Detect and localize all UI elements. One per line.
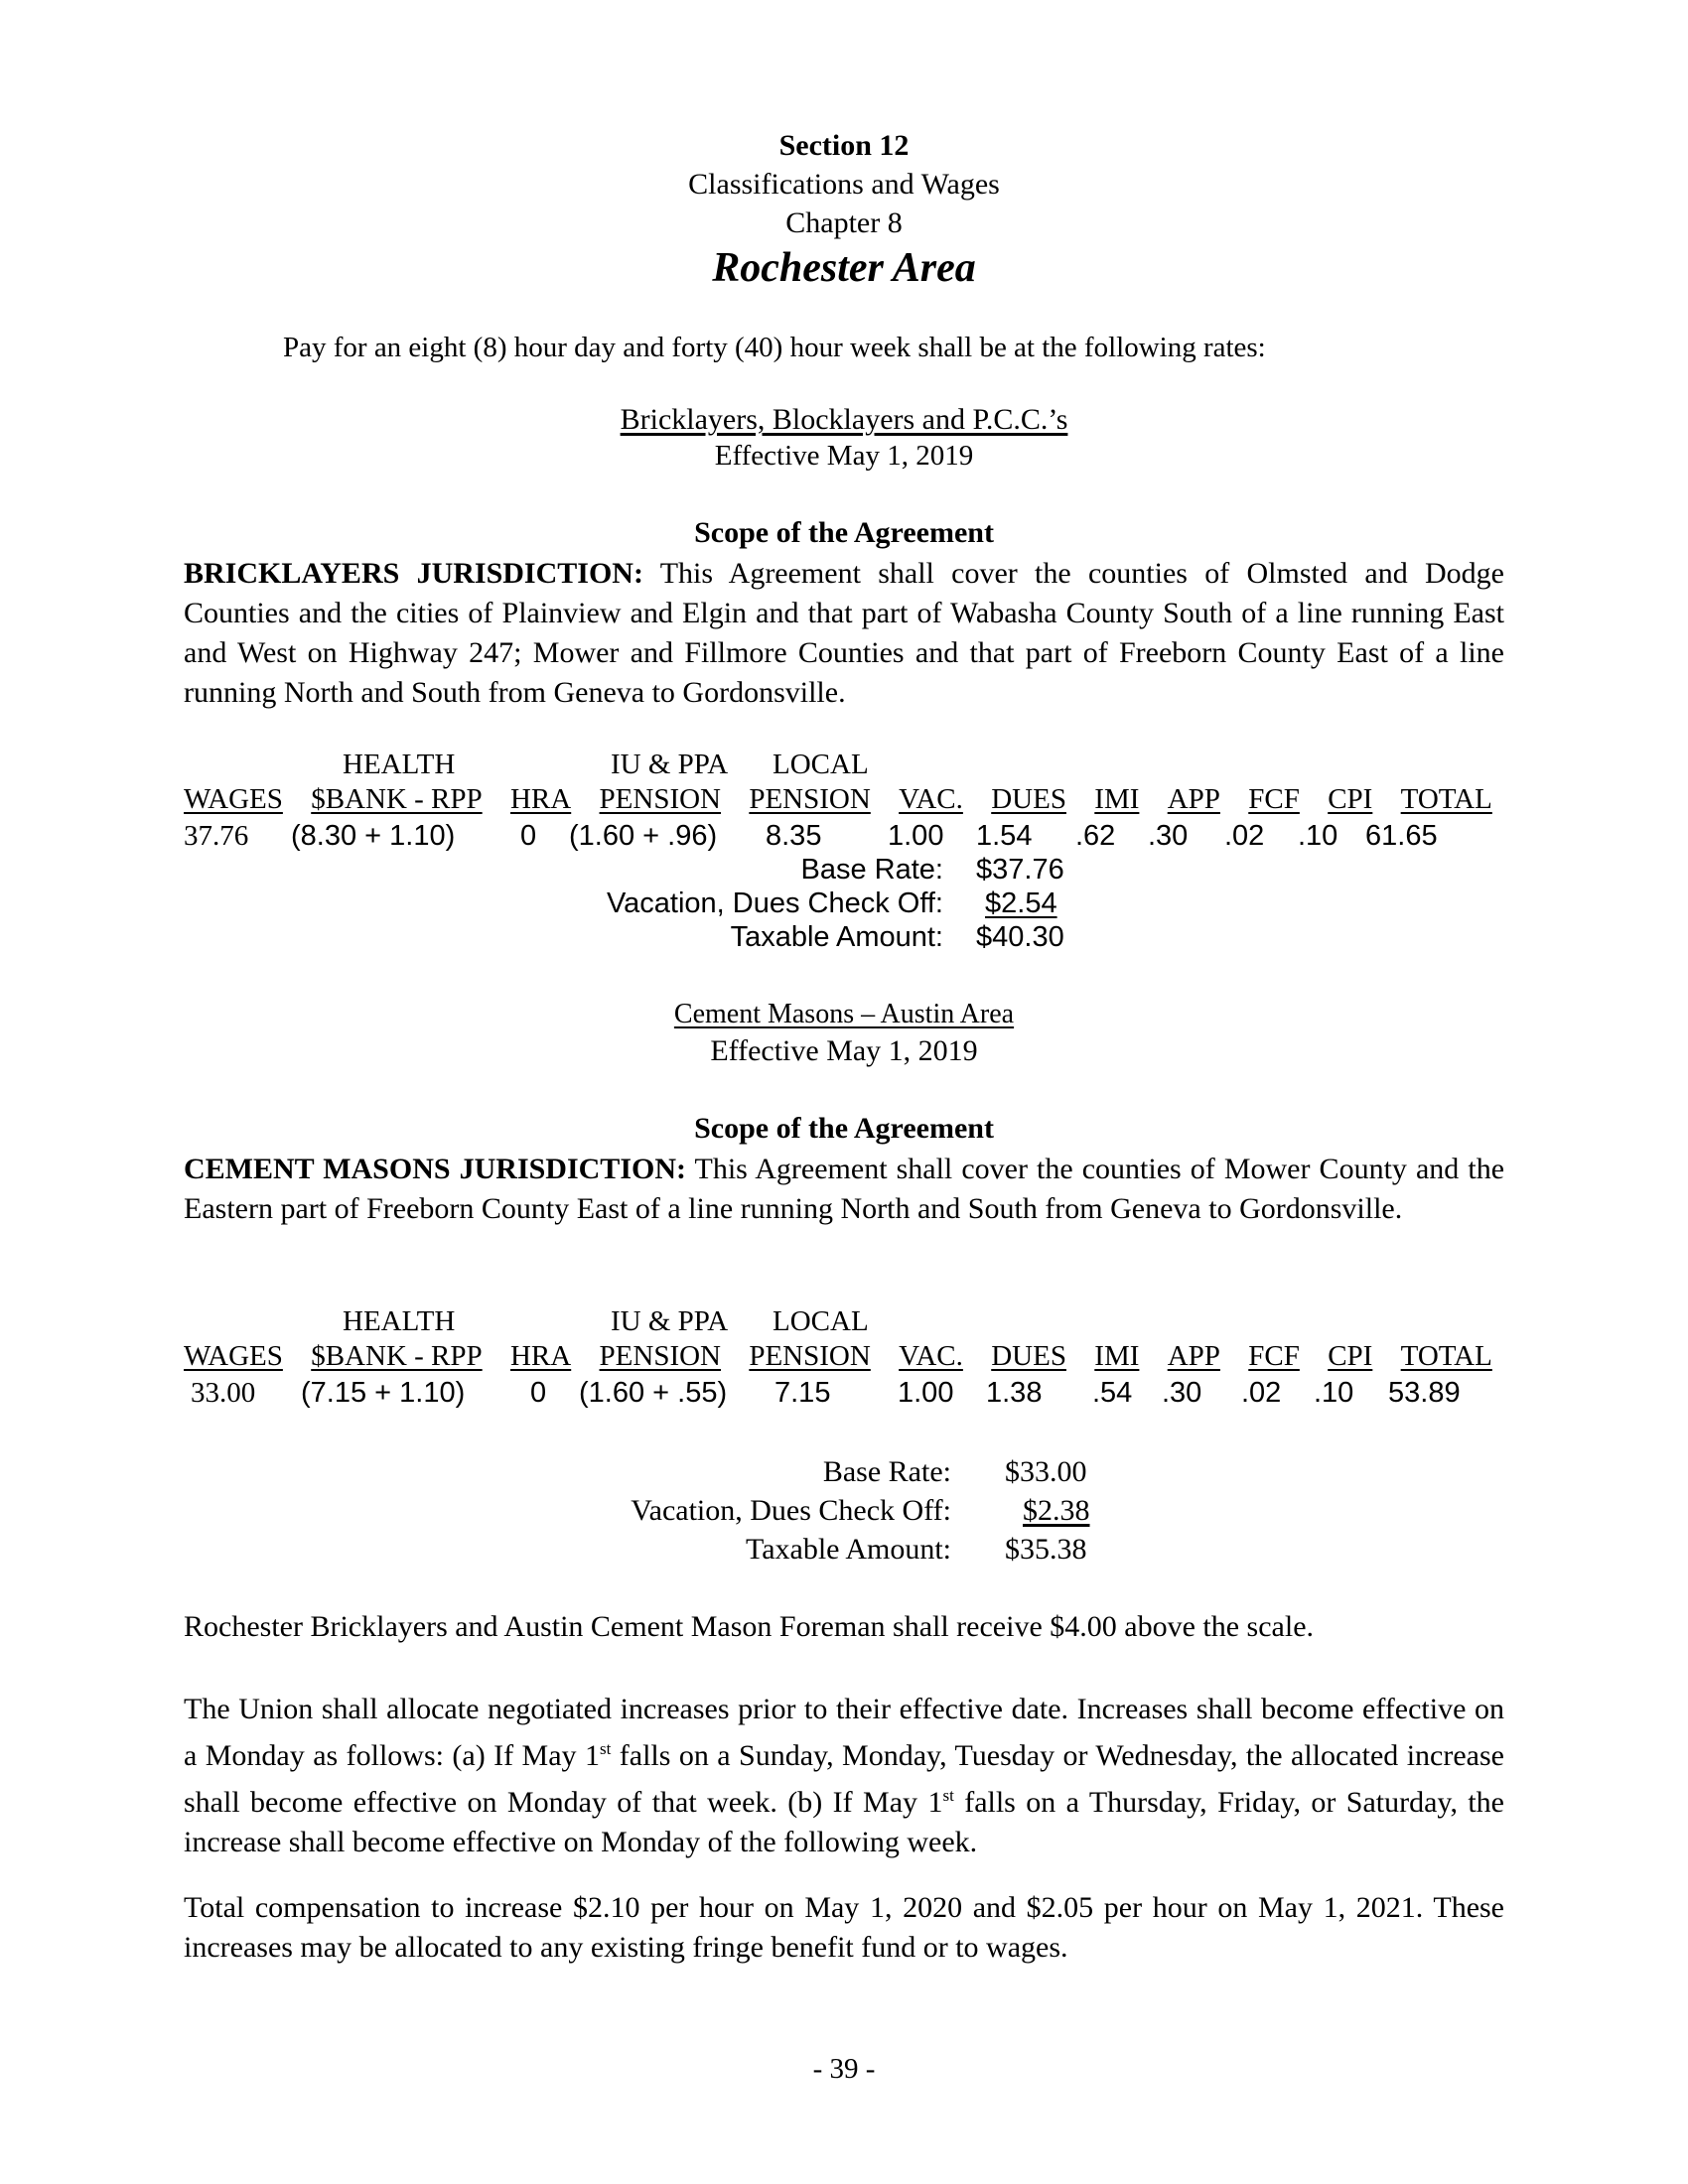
bl-header-dues: DUES	[991, 783, 1066, 815]
allocation-sup1: st	[599, 1739, 612, 1758]
cm-taxable-label: Taxable Amount:	[745, 1533, 951, 1566]
total-compensation-text: Total compensation to increase $2.10 per hour on May 1, 2020 and $2.05 per hour on May 1, 2021. These increases may be allocated to any existing fringe benefit fund or to wages.	[184, 1891, 1504, 1964]
allocation-part2: falls on a Sunday, Monday, Tuesday or Wednesday, the allocated increase shall become effective on Monday of that week. (b) If May 1	[184, 1739, 1504, 1819]
cm-value-imi: .54	[1092, 1377, 1133, 1409]
cm-vacation-label: Vacation, Dues Check Off:	[631, 1494, 951, 1527]
cm-top-header-health: HEALTH	[343, 1305, 456, 1337]
cm-taxable-value: $35.38	[1005, 1533, 1087, 1566]
cm-value-dues: 1.38	[986, 1377, 1043, 1409]
bl-value-imi: .62	[1075, 820, 1116, 852]
cm-header-local-pension: PENSION	[749, 1340, 871, 1372]
page-number: - 39 -	[812, 2053, 876, 2085]
bl-top-header-iu: IU & PPA	[611, 749, 729, 780]
bl-vacation-label: Vacation, Dues Check Off:	[606, 887, 943, 919]
bl-value-cpi: .10	[1298, 820, 1338, 852]
bricklayers-jurisdiction-text: This Agreement shall cover the counties of Olmsted and Dodge Counties and the cities of Plainview and Elgin and that part of Wabasha County South of a line running East and West on Highway 247; Mower and Fillmore Counties and that part of Freeborn County East of a line running North and South from Geneva to Gordonsville.	[184, 557, 1504, 709]
cm-base-rate-value: $33.00	[1005, 1455, 1087, 1488]
bl-header-imi: IMI	[1094, 783, 1140, 815]
bl-taxable-label: Taxable Amount:	[730, 921, 943, 953]
bl-taxable-value: $40.30	[976, 921, 1064, 953]
bl-header-hra: HRA	[509, 783, 572, 815]
cm-value-hra: 0	[530, 1377, 547, 1409]
foreman-text: Rochester Bricklayers and Austin Cement Mason Foreman shall receive $4.00 above the scale.	[184, 1610, 1315, 1643]
cement-jurisdiction	[184, 1150, 1504, 1229]
bricklayers-jurisdiction-label: BRICKLAYERS JURISDICTION:	[184, 557, 643, 590]
cm-value-local-pension: 7.15	[774, 1377, 831, 1409]
bl-header-vac: VAC.	[899, 783, 963, 815]
cm-header-cpi: CPI	[1328, 1340, 1373, 1372]
cm-value-vac: 1.00	[898, 1377, 954, 1409]
cement-title: Cement Masons – Austin Area	[673, 999, 1015, 1029]
cm-header-vac: VAC.	[899, 1340, 963, 1372]
allocation-sup2: st	[942, 1786, 954, 1805]
cm-header-bank: $BANK - RPP	[311, 1340, 483, 1372]
bl-top-header-local: LOCAL	[773, 749, 869, 780]
cm-header-fcf: FCF	[1248, 1340, 1300, 1372]
bricklayers-title: Bricklayers, Blocklayers and P.C.C.’s	[620, 403, 1068, 436]
bl-value-vac: 1.00	[888, 820, 944, 852]
cm-value-bank: (7.15 + 1.10)	[301, 1377, 466, 1409]
cm-value-wages: 33.00	[191, 1377, 256, 1409]
cm-header-hra: HRA	[509, 1340, 572, 1372]
cm-header-wages: WAGES	[184, 1340, 283, 1372]
area-title: Rochester Area	[712, 245, 976, 291]
cm-header-app: APP	[1167, 1340, 1220, 1372]
section-number: Section 12	[778, 129, 910, 162]
bl-vacation-value: $2.54	[985, 887, 1057, 919]
cm-value-total: 53.89	[1388, 1377, 1461, 1409]
cement-scope-heading: Scope of the Agreement	[694, 1112, 994, 1145]
bricklayers-scope-heading: Scope of the Agreement	[694, 516, 994, 549]
section-title: Classifications and Wages	[688, 168, 1000, 201]
bl-value-total: 61.65	[1365, 820, 1438, 852]
chapter-label: Chapter 8	[785, 206, 903, 239]
allocation-part1: The Union shall allocate negotiated increases prior to their effective date. Increases shall become effective on a Monday as follows: (a) If May 1	[184, 1693, 1504, 1772]
cm-value-app: .30	[1162, 1377, 1202, 1409]
allocation-part3: falls on a Thursday, Friday, or Saturday, the increase shall become effective on Monday of the following week.	[184, 1786, 1504, 1858]
cm-base-rate-label: Base Rate:	[822, 1455, 951, 1488]
bl-header-total: TOTAL	[1400, 783, 1492, 815]
bl-header-iu-pension: PENSION	[599, 783, 722, 815]
bricklayers-jurisdiction	[184, 554, 1504, 713]
allocation-paragraph	[184, 1690, 1504, 1862]
intro-text: Pay for an eight (8) hour day and forty (40) hour week shall be at the following rates:	[283, 332, 1266, 363]
bl-value-fcf: .02	[1224, 820, 1265, 852]
bl-header-local-pension: PENSION	[749, 783, 871, 815]
cm-header-row	[184, 1340, 1492, 1373]
bl-header-bank: $BANK - RPP	[311, 783, 483, 815]
bl-base-rate-label: Base Rate:	[800, 854, 943, 886]
bl-header-fcf: FCF	[1248, 783, 1300, 815]
cm-value-cpi: .10	[1314, 1377, 1354, 1409]
bl-value-local-pension: 8.35	[766, 820, 822, 852]
cement-effective: Effective May 1, 2019	[710, 1034, 978, 1067]
bl-value-app: .30	[1148, 820, 1189, 852]
cement-jurisdiction-text: This Agreement shall cover the counties of Mower County and the Eastern part of Freeborn County East of a line running North and South from Geneva to Gordonsville.	[184, 1153, 1505, 1225]
bl-value-dues: 1.54	[976, 820, 1033, 852]
bricklayers-effective: Effective May 1, 2019	[714, 440, 974, 472]
bl-base-rate-value: $37.76	[976, 854, 1064, 886]
bl-value-iu-pension: (1.60 + .96)	[569, 820, 718, 852]
cm-value-fcf: .02	[1241, 1377, 1282, 1409]
cm-header-iu-pension: PENSION	[599, 1340, 722, 1372]
cm-top-header-local: LOCAL	[773, 1305, 869, 1337]
cm-header-imi: IMI	[1094, 1340, 1140, 1372]
cm-value-iu-pension: (1.60 + .55)	[579, 1377, 728, 1409]
bl-value-hra: 0	[520, 820, 537, 852]
bl-value-bank: (8.30 + 1.10)	[291, 820, 456, 852]
cm-vacation-value: $2.38	[1023, 1494, 1090, 1527]
bl-header-cpi: CPI	[1328, 783, 1373, 815]
cm-header-total: TOTAL	[1400, 1340, 1492, 1372]
bl-value-wages: 37.76	[184, 820, 249, 852]
cm-top-header-iu: IU & PPA	[611, 1305, 729, 1337]
bl-header-wages: WAGES	[184, 783, 283, 815]
cement-jurisdiction-label: CEMENT MASONS JURISDICTION:	[184, 1153, 686, 1185]
bl-top-header-health: HEALTH	[343, 749, 456, 780]
bl-header-row	[184, 783, 1492, 816]
bl-header-app: APP	[1167, 783, 1220, 815]
cm-header-dues: DUES	[991, 1340, 1066, 1372]
